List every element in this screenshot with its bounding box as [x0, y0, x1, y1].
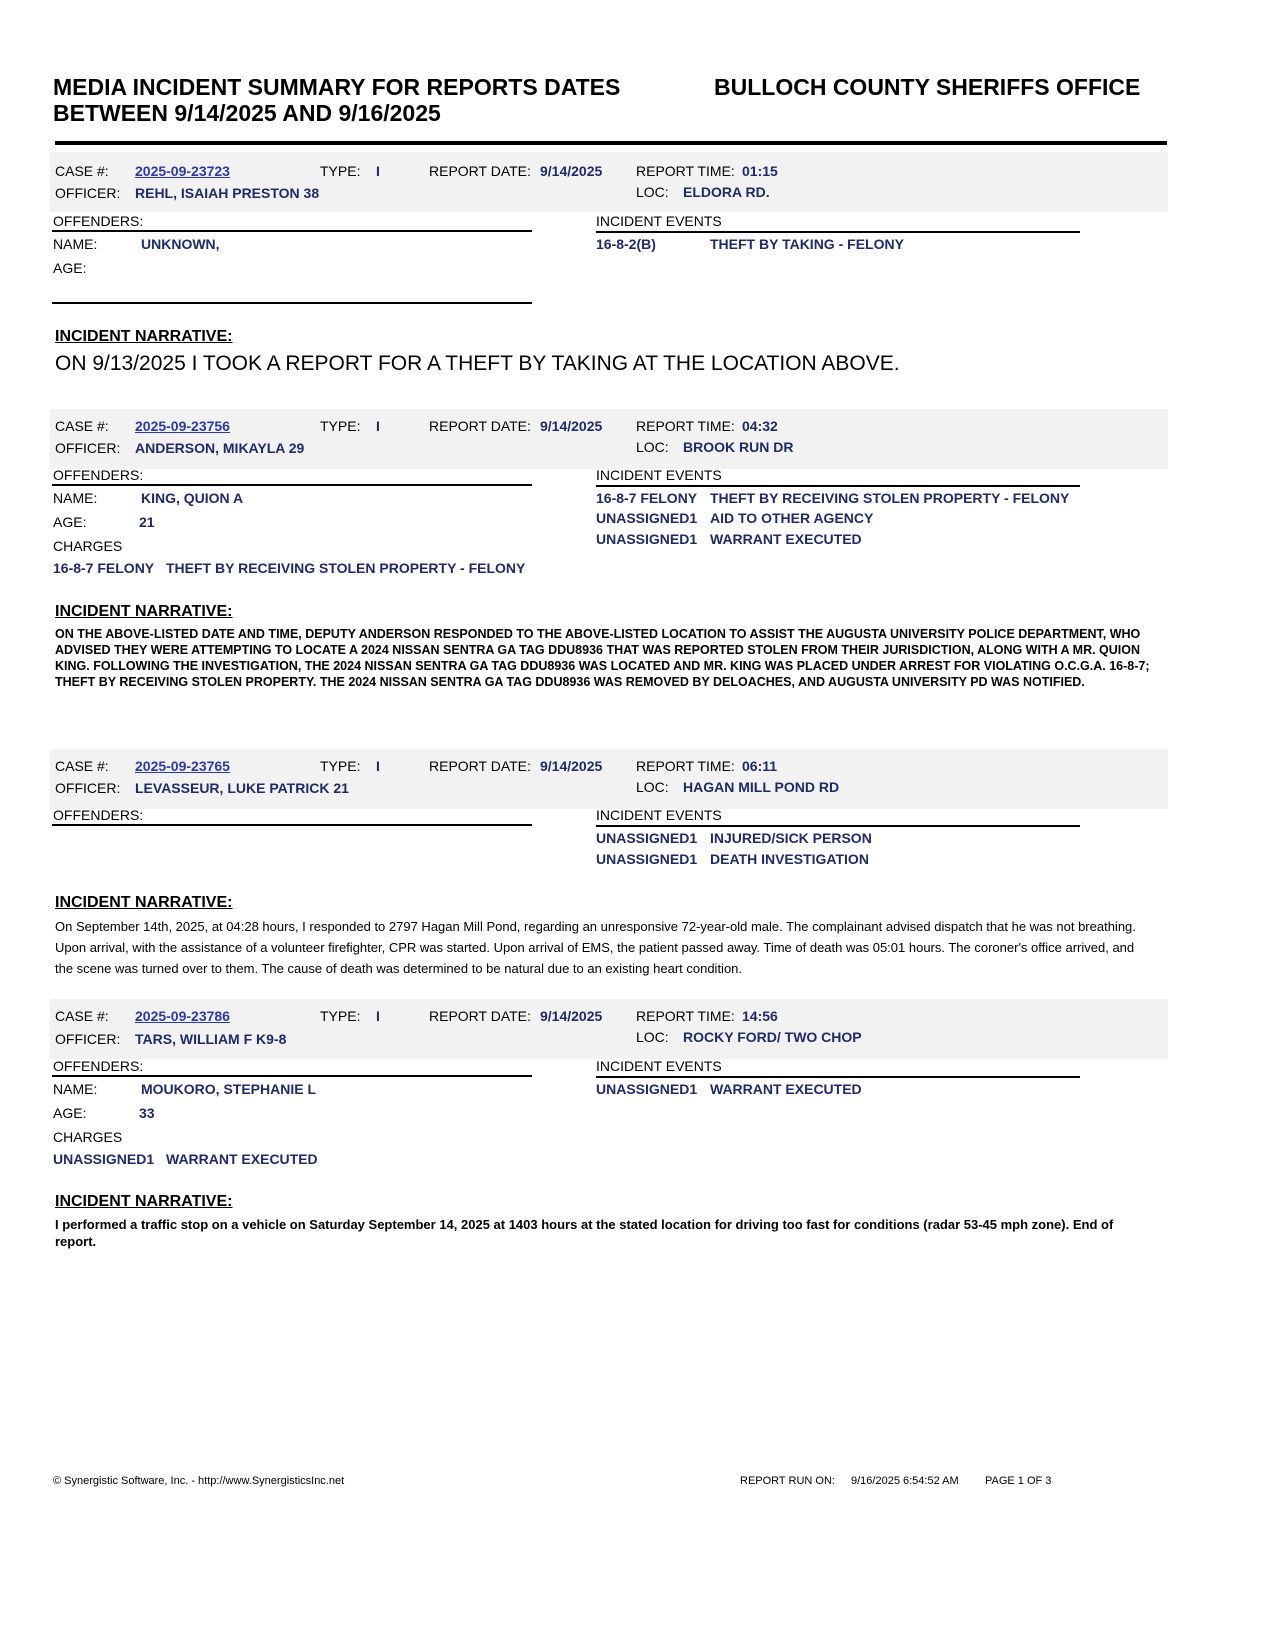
- offenders-rule: [52, 824, 532, 826]
- report-date-value: 9/14/2025: [540, 418, 603, 434]
- type-value: I: [376, 758, 380, 774]
- report-time-value: 06:11: [742, 758, 778, 774]
- officer-label: OFFICER:: [55, 185, 121, 201]
- case-number-link[interactable]: 2025-09-23765: [135, 758, 230, 774]
- events-rule: [596, 825, 1080, 827]
- type-label: TYPE:: [320, 758, 361, 774]
- offenders-rule: [52, 484, 532, 486]
- events-rule: [596, 485, 1080, 487]
- narrative-text: ON THE ABOVE-LISTED DATE AND TIME, DEPUTY ANDERSON RESPONDED TO THE ABOVE-LISTED LOCATION TO ASSIST THE AUGUSTA UNIVERSITY POLICE DEPARTMENT, WHO ADVISED THEY WERE ATTEMPTING TO LOCATE A 2024 NISSAN SENTRA GA TAG DDU8936 THAT WAS REPORTED STOLEN FROM THEIR JURISDICTION, ALONG WITH A MR. QUION KING. FOLLOWING THE INVESTIGATION, THE 2024 NISSAN SENTRA GA TAG DDU8936 WAS LOCATED AND MR. KING WAS PLACED UNDER ARREST FOR VIOLATING O.C.G.A. 16-8-7; THEFT BY RECEIVING STOLEN PROPERTY. THE 2024 NISSAN SENTRA GA TAG DDU8936 WAS REMOVED BY DELOACHES, AND AUGUSTA UNIVERSITY PD WAS NOTIFIED.: [55, 627, 1150, 689]
- report-time-label: REPORT TIME:: [636, 418, 735, 434]
- offenders-rule: [52, 1075, 532, 1077]
- footer-page-number: PAGE 1 OF 3: [985, 1475, 1052, 1487]
- narrative-heading: INCIDENT NARRATIVE:: [55, 603, 233, 620]
- offender-name: UNKNOWN,: [141, 236, 220, 252]
- officer-value: TARS, WILLIAM F K9-8: [135, 1031, 287, 1047]
- charge-desc: WARRANT EXECUTED: [166, 1151, 318, 1167]
- event-code: UNASSIGNED1: [596, 510, 698, 526]
- report-time-label: REPORT TIME:: [636, 1008, 735, 1024]
- report-date-value: 9/14/2025: [540, 758, 603, 774]
- officer-label: OFFICER:: [55, 780, 121, 796]
- loc-value: HAGAN MILL POND RD: [683, 779, 840, 795]
- report-date-label: REPORT DATE:: [429, 418, 531, 434]
- charge-code: 16-8-7 FELONY: [53, 560, 155, 576]
- charge-desc: THEFT BY RECEIVING STOLEN PROPERTY - FELONY: [166, 560, 526, 576]
- type-label: TYPE:: [320, 1008, 361, 1024]
- case-label: CASE #:: [55, 1008, 109, 1024]
- report-date-value: 9/14/2025: [540, 1008, 603, 1024]
- narrative-heading: INCIDENT NARRATIVE:: [55, 1193, 233, 1210]
- narrative-text: ON 9/13/2025 I TOOK A REPORT FOR A THEFT BY TAKING AT THE LOCATION ABOVE.: [55, 352, 900, 375]
- narrative-text: On September 14th, 2025, at 04:28 hours, I responded to 2797 Hagan Mill Pond, regarding an unresponsive 72-year-old male. The complainant advised dispatch that he was not breathing. Upon arrival, with the assistance of a volunteer firefighter, CPR was started. Upon arrival of EMS, the patient passed away. Time of death was 05:01 hours. The coroner's office arrived, and the scene was turned over to them. The cause of death was determined to be natural due to an existing heart condition.: [55, 919, 1136, 976]
- officer-value: LEVASSEUR, LUKE PATRICK 21: [135, 780, 349, 796]
- charge-code: UNASSIGNED1: [53, 1151, 155, 1167]
- report-time-value: 01:15: [742, 163, 778, 179]
- case-number-link[interactable]: 2025-09-23723: [135, 163, 230, 179]
- narrative-heading: INCIDENT NARRATIVE:: [55, 328, 233, 345]
- incident-events-label: INCIDENT EVENTS: [596, 807, 722, 823]
- event-desc: THEFT BY TAKING - FELONY: [710, 236, 904, 252]
- charges-label: CHARGES: [53, 1129, 123, 1145]
- event-desc: THEFT BY RECEIVING STOLEN PROPERTY - FELONY: [710, 490, 1070, 506]
- type-label: TYPE:: [320, 163, 361, 179]
- officer-value: ANDERSON, MIKAYLA 29: [135, 440, 305, 456]
- report-date-value: 9/14/2025: [540, 163, 603, 179]
- event-desc: DEATH INVESTIGATION: [710, 851, 869, 867]
- event-code: 16-8-2(B): [596, 236, 656, 252]
- loc-label: LOC:: [636, 1029, 669, 1045]
- events-rule: [596, 1076, 1080, 1078]
- loc-value: ROCKY FORD/ TWO CHOP: [683, 1029, 862, 1045]
- name-label: NAME:: [53, 490, 98, 506]
- case-label: CASE #:: [55, 758, 109, 774]
- charges-label: CHARGES: [53, 538, 123, 554]
- event-code: UNASSIGNED1: [596, 830, 698, 846]
- incident-events-label: INCIDENT EVENTS: [596, 213, 722, 229]
- case-number-link[interactable]: 2025-09-23786: [135, 1008, 230, 1024]
- loc-label: LOC:: [636, 779, 669, 795]
- loc-label: LOC:: [636, 184, 669, 200]
- offenders-rule: [52, 230, 532, 232]
- name-label: NAME:: [53, 236, 98, 252]
- event-code: UNASSIGNED1: [596, 1081, 698, 1097]
- event-code: UNASSIGNED1: [596, 531, 698, 547]
- event-desc: INJURED/SICK PERSON: [710, 830, 872, 846]
- event-desc: WARRANT EXECUTED: [710, 1081, 862, 1097]
- name-label: NAME:: [53, 1081, 98, 1097]
- offenders-label: OFFENDERS:: [53, 807, 144, 823]
- age-label: AGE:: [53, 514, 87, 530]
- narrative-heading: INCIDENT NARRATIVE:: [55, 894, 233, 911]
- offenders-bottom-rule: [52, 302, 532, 304]
- agency-name: BULLOCH COUNTY SHERIFFS OFFICE: [714, 74, 1141, 100]
- narrative-text: I performed a traffic stop on a vehicle on Saturday September 14, 2025 at 1403 hours at the stated location for driving too fast for conditions (radar 53-45 mph zone). End of report.: [55, 1217, 1114, 1249]
- loc-value: ELDORA RD.: [683, 184, 770, 200]
- event-desc: AID TO OTHER AGENCY: [710, 510, 874, 526]
- event-code: UNASSIGNED1: [596, 851, 698, 867]
- event-desc: WARRANT EXECUTED: [710, 531, 862, 547]
- case-header-band: [50, 152, 1168, 212]
- event-code: 16-8-7 FELONY: [596, 490, 698, 506]
- footer-copyright: © Synergistic Software, Inc. - http://www.SynergisticsInc.net: [53, 1475, 345, 1487]
- offender-name: MOUKORO, STEPHANIE L: [141, 1081, 317, 1097]
- officer-value: REHL, ISAIAH PRESTON 38: [135, 185, 320, 201]
- report-date-label: REPORT DATE:: [429, 758, 531, 774]
- offender-name: KING, QUION A: [141, 490, 244, 506]
- report-time-label: REPORT TIME:: [636, 163, 735, 179]
- age-label: AGE:: [53, 1105, 87, 1121]
- case-label: CASE #:: [55, 418, 109, 434]
- loc-label: LOC:: [636, 439, 669, 455]
- events-rule: [596, 231, 1080, 233]
- report-date-label: REPORT DATE:: [429, 1008, 531, 1024]
- header-rule: [55, 141, 1167, 145]
- offenders-label: OFFENDERS:: [53, 213, 144, 229]
- footer-run-label: REPORT RUN ON:: [740, 1475, 835, 1487]
- officer-label: OFFICER:: [55, 1031, 121, 1047]
- offenders-label: OFFENDERS:: [53, 467, 144, 483]
- report-time-label: REPORT TIME:: [636, 758, 735, 774]
- age-label: AGE:: [53, 260, 87, 276]
- incident-events-label: INCIDENT EVENTS: [596, 1058, 722, 1074]
- offenders-label: OFFENDERS:: [53, 1058, 144, 1074]
- type-value: I: [376, 1008, 380, 1024]
- report-time-value: 04:32: [742, 418, 778, 434]
- incident-events-label: INCIDENT EVENTS: [596, 467, 722, 483]
- case-label: CASE #:: [55, 163, 109, 179]
- footer-run-value: 9/16/2025 6:54:52 AM: [851, 1475, 959, 1487]
- officer-label: OFFICER:: [55, 440, 121, 456]
- type-value: I: [376, 163, 380, 179]
- report-time-value: 14:56: [742, 1008, 778, 1024]
- type-label: TYPE:: [320, 418, 361, 434]
- case-number-link[interactable]: 2025-09-23756: [135, 418, 230, 434]
- offender-age: 21: [139, 514, 155, 530]
- offender-age: 33: [139, 1105, 155, 1121]
- type-value: I: [376, 418, 380, 434]
- loc-value: BROOK RUN DR: [683, 439, 794, 455]
- report-date-label: REPORT DATE:: [429, 163, 531, 179]
- report-title: MEDIA INCIDENT SUMMARY FOR REPORTS DATES BETWEEN 9/14/2025 AND 9/16/2025: [53, 74, 621, 126]
